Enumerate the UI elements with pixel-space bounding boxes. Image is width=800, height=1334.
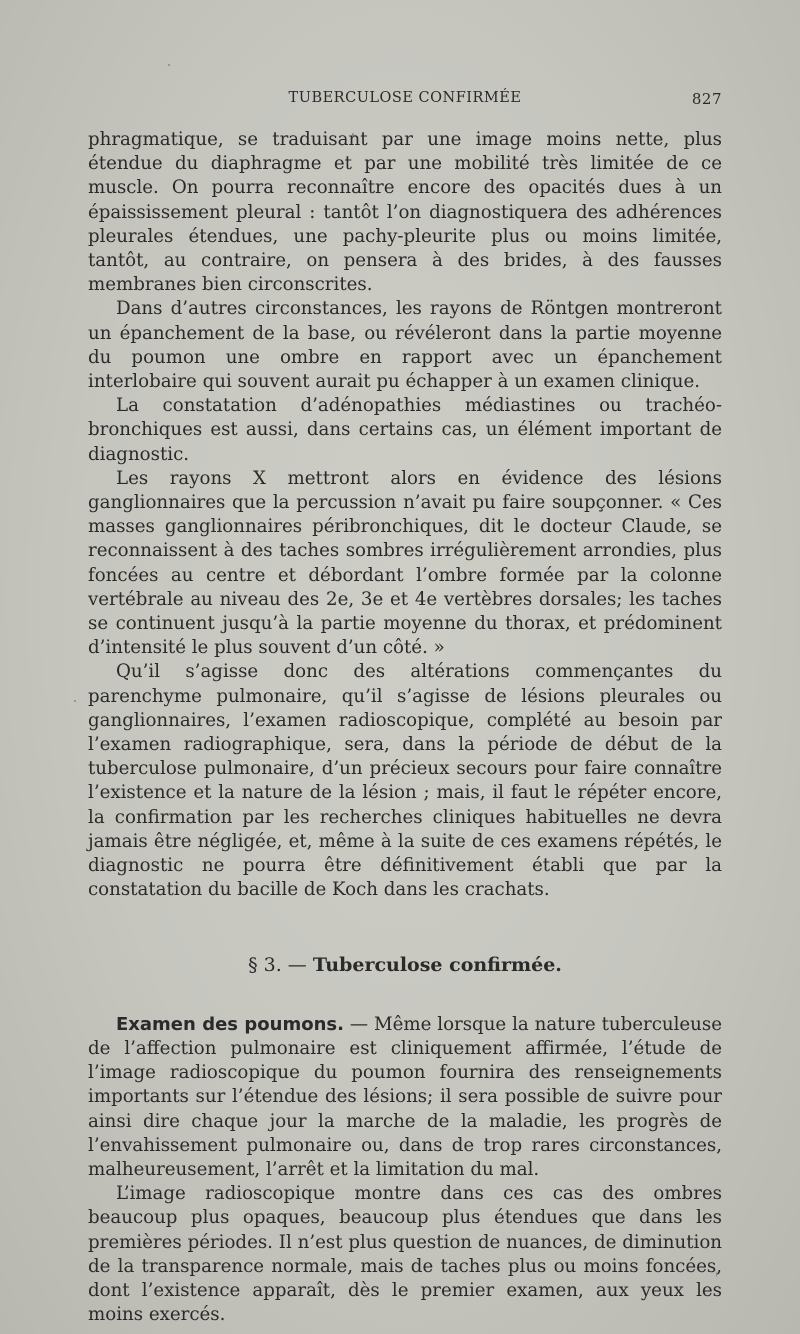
paragraph: Les rayons X mettront alors en évidence des lésions ganglionnaires que la percussion n’avait pu faire soupçonner. « Ces masses ganglionnaires péribronchiques, dit le docteur Claude, se reconnaissent à des taches sombres irrégulièrement arrondies, plus foncées au centre et débordant l’ombre formée par la colonne vertébrale au niveau des 2e, 3e et 4e vertèbres dorsales; les taches se continuent jusqu’à la partie moyenne du thorax, et prédominent d’intensité le plus souvent d’un côté. » xyxy=(88,467,722,659)
paper-speck xyxy=(168,64,170,66)
paragraph: Qu’il s’agisse donc des altérations commençantes du parenchyme pulmonaire, qu’il s’agisse de lésions pleurales ou ganglionnaires, l’examen radioscopique, complété au besoin par l’examen radiographique, sera, dans la période de début de la tuberculose pulmonaire, d’un précieux secours pour faire connaître l’existence et la nature de la lésion ; mais, il faut le répéter encore, la confirmation par les recherches cliniques habituelles ne devra jamais être négligée, et, même à la suite de ces examens répétés, le diagnostic ne pourra être définitivement établi que par la constatation du bacille de Koch dans les crachats. xyxy=(88,661,722,901)
paragraph: Dans d’autres circonstances, les rayons de Röntgen montreront un épanchement de la base, ou révéleront dans la partie moyenne du poumon une ombre en rapport avec un épanchement interlobaire qui souvent aurait pu échapper à un examen clinique. xyxy=(88,298,722,393)
paragraph-text: — Même lorsque la nature tuberculeuse de l’affection pulmonaire est cliniquement affirmée, l’étude de l’image radioscopique du poumon fournira des renseignements importants sur l’étendue des lésions; il sera possible de suivre pour ainsi dire chaque jour la marche de la maladie, les progrès de l’envahissement pulmonaire ou, dans de trop rares circonstances, malheureusement, l’arrêt et la limitation du mal. xyxy=(88,1013,722,1180)
run-in-heading: Examen des poumons. xyxy=(116,1013,344,1035)
paragraph: La constatation d’adénopathies médiastines ou trachéo-bronchiques est aussi, dans certains cas, un élément important de diagnostic. xyxy=(88,395,722,465)
body-text xyxy=(88,128,722,1327)
page-number: 827 xyxy=(691,90,722,108)
paragraph xyxy=(88,1013,722,1182)
paper-speck xyxy=(74,700,76,702)
page-header xyxy=(88,88,722,112)
section-number: § 3. — xyxy=(248,953,307,976)
section-title: Tuberculose confirmée. xyxy=(312,953,562,976)
paragraph: phragmatique, se traduisant par une image moins nette, plus étendue du diaphragme et par une mobilité très limitée de ce muscle. On pourra reconnaître encore des opacités dues à un épaississement pleural : tantôt l’on diagnostiquera des adhérences pleurales étendues, une pachy-pleurite plus ou moins limitée, tantôt, au contraire, on pensera à des brides, à des fausses membranes bien circonscrites. xyxy=(88,129,722,296)
running-title: TUBERCULOSE CONFIRMÉE xyxy=(288,90,522,106)
section-heading xyxy=(88,953,722,977)
paragraph: L’image radioscopique montre dans ces cas des ombres beaucoup plus opaques, beaucoup plus étendues que dans les premières périodes. Il n’est plus question de nuances, de diminution de la transparence normale, mais de taches plus ou moins foncées, dont l’existence apparaît, dès le premier examen, aux yeux les moins exercés. xyxy=(88,1183,722,1326)
